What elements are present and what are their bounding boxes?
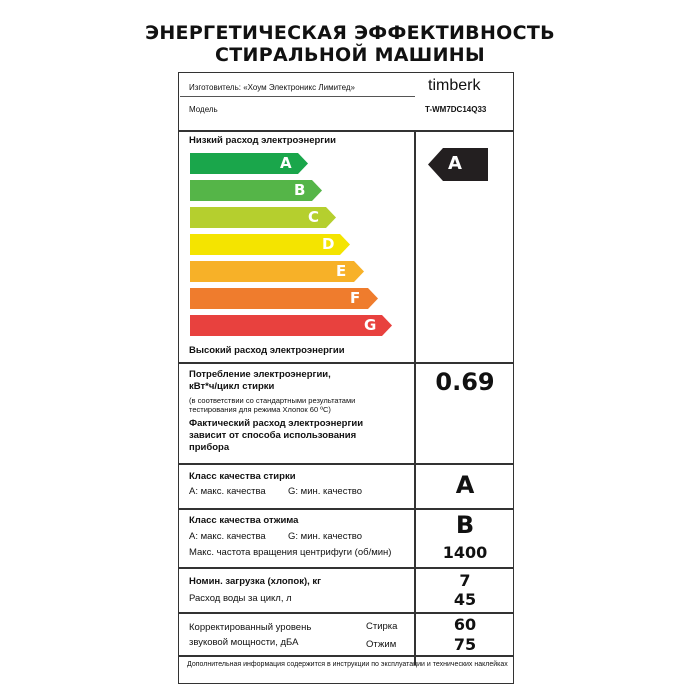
scale-high-label: Высокий расход электроэнергии: [189, 345, 345, 356]
model-value: T-WM7DC14Q33: [425, 105, 487, 114]
noise-spin-value: 75: [453, 635, 477, 654]
energy-class-bar-f: [190, 288, 378, 309]
energy-class-bar-b: [190, 180, 322, 201]
actual-consumption-1: Фактический расход электроэнергии: [189, 418, 364, 429]
energy-class-letter-f: F: [350, 289, 361, 307]
divider-manufacturer: [180, 96, 415, 97]
water-label: Расход воды за цикл, л: [189, 593, 292, 604]
spin-speed-label: Макс. частота вращения центрифуги (об/мин): [189, 547, 392, 558]
rating-arrow-letter: A: [448, 153, 462, 174]
divider-scale: [178, 362, 514, 364]
load-label: Номин. загрузка (хлопок), кг: [189, 576, 322, 587]
rating-arrow: [428, 148, 488, 181]
actual-consumption-2: зависит от способа использования: [189, 430, 357, 441]
consumption-note-1: (в соответствии со стандартными результатами: [189, 396, 356, 405]
energy-class-letter-b: B: [294, 181, 306, 199]
spin-class-scale-g: G: мин. качество: [288, 531, 363, 542]
energy-class-letter-c: C: [308, 208, 320, 226]
energy-class-letter-g: G: [364, 316, 377, 334]
divider-load: [178, 612, 514, 614]
wash-class-scale-g: G: мин. качество: [288, 486, 363, 497]
actual-consumption-3: прибора: [189, 442, 230, 453]
noise-label-1: Корректированный уровень: [189, 622, 312, 633]
divider-header: [178, 130, 514, 132]
noise-label-2: звуковой мощности, дБА: [189, 637, 299, 648]
wash-class-value: A: [455, 471, 475, 499]
brand-logo: timberk: [428, 77, 481, 94]
wash-class-scale-a: A: макс. качества: [189, 486, 266, 497]
consumption-label-2: кВт*ч/цикл стирки: [189, 381, 275, 392]
noise-wash-value: 60: [453, 615, 477, 634]
label-title-line-2: СТИРАЛЬНОЙ МАШИНЫ: [215, 44, 485, 66]
footer-note: Дополнительная информация содержится в инструкции по эксплуатации и технических наклейках: [187, 661, 508, 668]
consumption-label-1: Потребление электроэнергии,: [189, 369, 331, 380]
consumption-note-2: тестирования для режима Хлопок 60 ºС): [189, 405, 331, 414]
spin-speed-value: 1400: [442, 543, 488, 562]
label-title-line-1: ЭНЕРГЕТИЧЕСКАЯ ЭФФЕКТИВНОСТЬ: [145, 22, 555, 44]
noise-wash-label: Стирка: [366, 621, 398, 632]
energy-class-bar-e: [190, 261, 364, 282]
model-label: Модель: [189, 105, 218, 114]
energy-class-bar-c: [190, 207, 336, 228]
divider-consumption: [178, 463, 514, 465]
spin-class-value: B: [455, 511, 475, 539]
divider-wash: [178, 508, 514, 510]
water-value: 45: [453, 590, 477, 609]
spin-class-label: Класс качества отжима: [189, 515, 299, 526]
consumption-value: 0.69: [435, 368, 495, 396]
energy-class-bar-g: [190, 315, 392, 336]
energy-class-bar-d: [190, 234, 350, 255]
energy-class-letter-d: D: [322, 235, 335, 253]
energy-class-bar-a: [190, 153, 308, 174]
load-value: 7: [459, 571, 471, 590]
spin-class-scale-a: A: макс. качества: [189, 531, 266, 542]
scale-low-label: Низкий расход электроэнергии: [189, 135, 336, 146]
energy-class-letter-a: A: [280, 154, 292, 172]
divider-spin: [178, 567, 514, 569]
manufacturer-label: Изготовитель: «Хоум Электроникс Лимитед»: [189, 83, 356, 92]
divider-noise: [178, 655, 514, 657]
wash-class-label: Класс качества стирки: [189, 471, 296, 482]
energy-class-letter-e: E: [336, 262, 347, 280]
noise-spin-label: Отжим: [366, 639, 397, 650]
